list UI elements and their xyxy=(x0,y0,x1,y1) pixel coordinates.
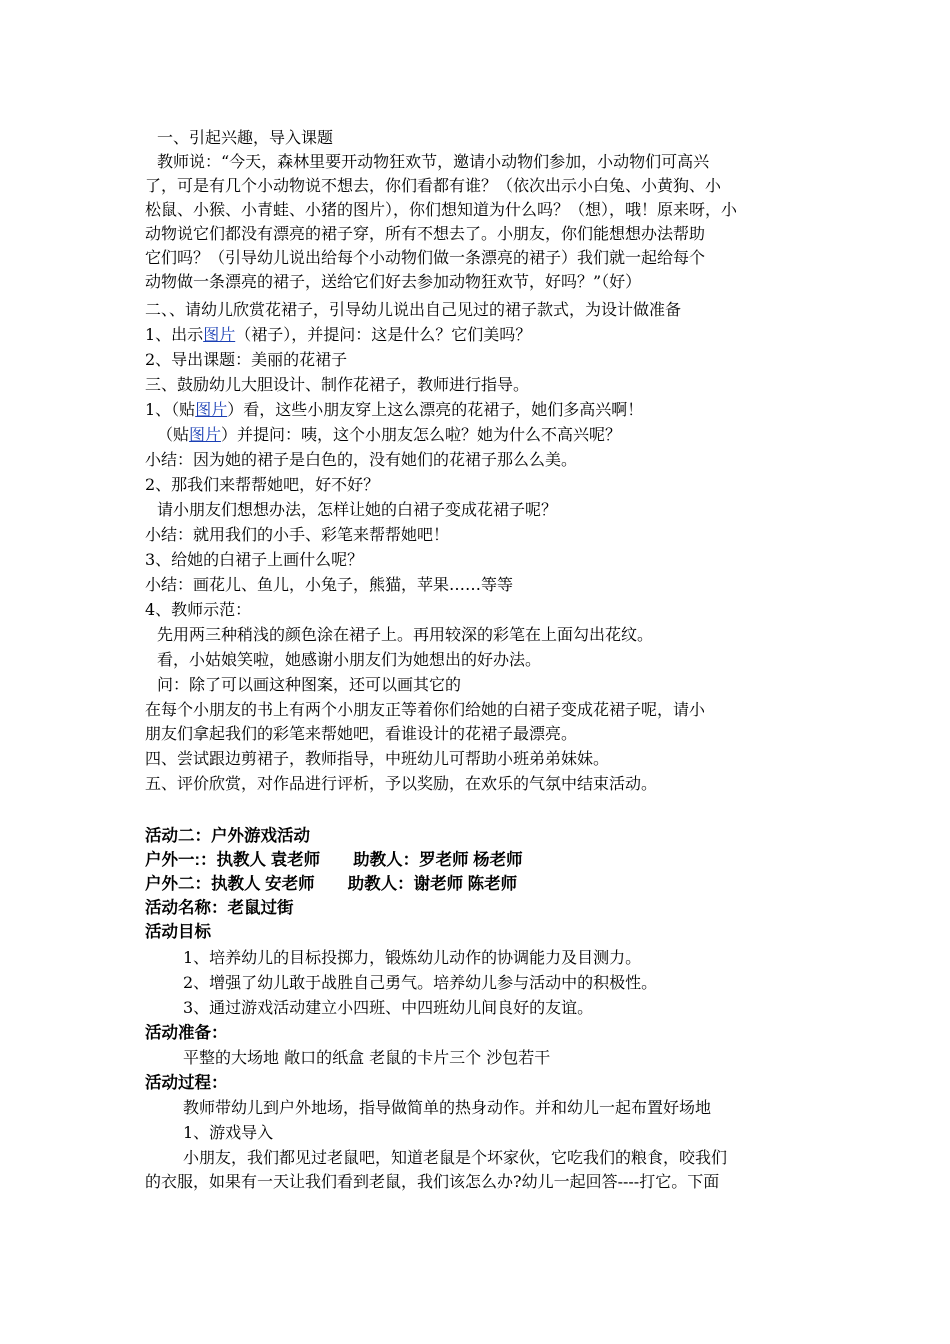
outdoor-one-staff: 户外一:：执教人 袁老师 助教人：罗老师 杨老师 xyxy=(145,851,523,869)
paragraph-line: 1、游戏导入 xyxy=(183,1123,274,1142)
paragraph-line: 小结：画花儿、鱼儿，小兔子，熊猫，苹果……等等 xyxy=(145,575,514,594)
activity-name: 活动名称：老鼠过街 xyxy=(145,899,294,917)
preparation-heading: 活动准备： xyxy=(145,1024,228,1042)
paragraph-line: 松鼠、小猴、小青蛙、小猪的图片），你们想知道为什么吗？（想），哦！原来呀，小 xyxy=(145,200,738,219)
text: 1、（贴 xyxy=(145,400,196,419)
text: ）并提问：咦，这个小朋友怎么啦？她为什么不高兴呢？ xyxy=(221,425,622,444)
paragraph-line-with-link xyxy=(157,423,827,447)
paragraph-line: 看，小姑娘笑啦，她感谢小朋友们为她想出的好办法。 xyxy=(157,650,542,669)
activity-two-title: 活动二：户外游戏活动 xyxy=(145,827,310,845)
text: （裙子），并提问：这是什么？它们美吗？ xyxy=(235,325,532,344)
paragraph-line: 小结：就用我们的小手、彩笔来帮帮她吧！ xyxy=(145,525,450,544)
paragraph-line: 的衣服，如果有一天让我们看到老鼠，我们该怎么办?幼儿一起回答----打它。下面 xyxy=(145,1172,720,1191)
outdoor-two-staff: 户外二：执教人 安老师 助教人：谢老师 陈老师 xyxy=(145,875,518,893)
paragraph-line-with-link xyxy=(145,323,815,347)
text: 1、出示 xyxy=(145,325,204,344)
paragraph-line: 朋友们拿起我们的彩笔来帮她吧，看谁设计的花裙子最漂亮。 xyxy=(145,724,578,743)
paragraph-line: 教师带幼儿到户外地场，指导做简单的热身动作。并和幼儿一起布置好场地 xyxy=(183,1098,712,1117)
paragraph-line: 小朋友，我们都见过老鼠吧，知道老鼠是个坏家伙，它吃我们的粮食，咬我们 xyxy=(183,1148,728,1167)
goals-heading: 活动目标 xyxy=(145,923,211,941)
paragraph-line: 教师说：“今天，森林里要开动物狂欢节，邀请小动物们参加，小动物们可高兴 xyxy=(157,152,710,171)
paragraph-line: 了，可是有几个小动物说不想去，你们看都有谁？（依次出示小白兔、小黄狗、小 xyxy=(145,176,722,195)
goal-item: 3、通过游戏活动建立小四班、中四班幼儿间良好的友谊。 xyxy=(183,998,594,1017)
paragraph-line: 五、评价欣赏，对作品进行评析，予以奖励，在欢乐的气氛中结束活动。 xyxy=(145,774,658,793)
paragraph-line: 2、导出课题：美丽的花裙子 xyxy=(145,350,348,369)
paragraph-line: 3、给她的白裙子上画什么呢？ xyxy=(145,550,364,569)
picture-link[interactable]: 图片 xyxy=(195,400,228,419)
picture-link[interactable]: 图片 xyxy=(203,325,236,344)
process-heading: 活动过程： xyxy=(145,1074,228,1092)
goal-item: 2、增强了幼儿敢于战胜自己勇气。培养幼儿参与活动中的积极性。 xyxy=(183,973,658,992)
goal-item: 1、培养幼儿的目标投掷力，锻炼幼儿动作的协调能力及目测力。 xyxy=(183,948,642,967)
paragraph-line: 小结：因为她的裙子是白色的，没有她们的花裙子那么么美。 xyxy=(145,450,578,469)
heading-step-two: 二、、请幼儿欣赏花裙子，引导幼儿说出自己见过的裙子款式，为设计做准备 xyxy=(145,300,682,319)
paragraph-line: 2、那我们来帮帮她吧，好不好？ xyxy=(145,475,380,494)
paragraph-line: 它们吗？（引导幼儿说出给每个小动物们做一条漂亮的裙子）我们就一起给每个 xyxy=(145,248,706,267)
paragraph-line: 问：除了可以画这种图案，还可以画其它的 xyxy=(157,675,462,694)
paragraph-line: 4、教师示范： xyxy=(145,600,252,619)
paragraph-line: 请小朋友们想想办法，怎样让她的白裙子变成花裙子呢？ xyxy=(157,500,558,519)
preparation-text: 平整的大场地 敞口的纸盒 老鼠的卡片三个 沙包若干 xyxy=(183,1048,551,1067)
heading-step-three: 三、鼓励幼儿大胆设计、制作花裙子，教师进行指导。 xyxy=(145,375,530,394)
paragraph-line: 动物说它们都没有漂亮的裙子穿，所有不想去了。小朋友，你们能想想办法帮助 xyxy=(145,224,706,243)
paragraph-line: 动物做一条漂亮的裙子，送给它们好去参加动物狂欢节，好吗？”（好） xyxy=(145,272,642,291)
paragraph-line-with-link xyxy=(145,398,815,422)
picture-link[interactable]: 图片 xyxy=(189,425,222,444)
heading-intro: 一、引起兴趣，导入课题 xyxy=(157,128,334,147)
paragraph-line: 先用两三种稍浅的颜色涂在裙子上。再用较深的彩笔在上面勾出花纹。 xyxy=(157,625,654,644)
paragraph-line: 在每个小朋友的书上有两个小朋友正等着你们给她的白裙子变成花裙子呢，请小 xyxy=(145,700,706,719)
text: （贴 xyxy=(157,425,190,444)
text: ）看，这些小朋友穿上这么漂亮的花裙子，她们多高兴啊！ xyxy=(227,400,644,419)
paragraph-line: 四、尝试跟边剪裙子，教师指导，中班幼儿可帮助小班弟弟妹妹。 xyxy=(145,749,610,768)
